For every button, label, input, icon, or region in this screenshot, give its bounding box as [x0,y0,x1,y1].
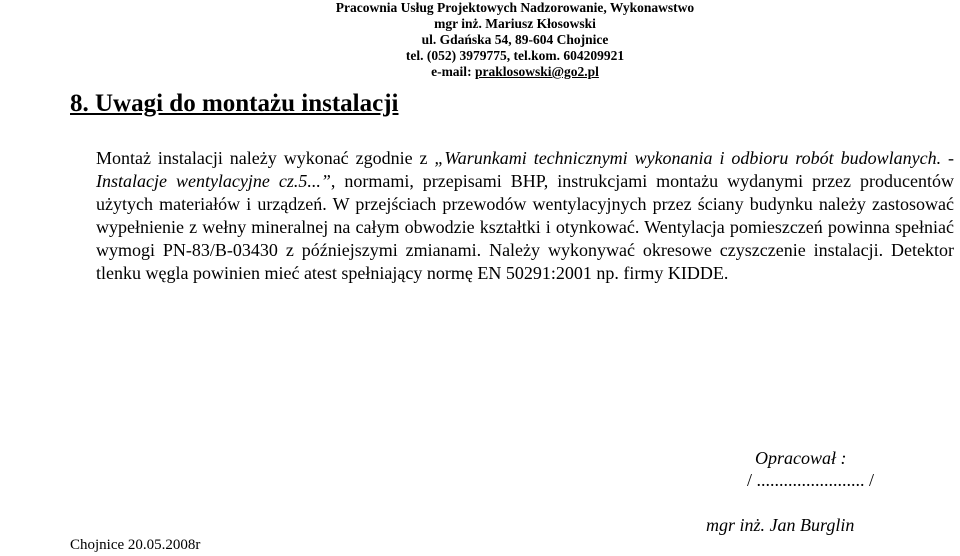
place-date: Chojnice 20.05.2008r [70,537,201,553]
company-name: Pracownia Usług Projektowych Nadzorowanie, Wykonawstwo [335,0,695,15]
header-phone: tel. (052) 3979775, tel.kom. 604209921 [405,48,625,63]
signature-line: / ........................ / [747,470,875,490]
paragraph-part-3: , normami, przepisami BHP, instrukcjami montażu wydanymi przez producentów użytych materiałów i urządzeń. W przejściach przewodów wentylacyjnych przez ściany budynku należy zastosować wypełnienie z wełny mineralnej na całym obwodzie kształtki i otynkować. Wentylacja pomieszczeń powinna spełniać wymogi PN-83/B-03430 z późniejszymi zmianami. Należy wykonywać okresowe czyszczenie instalacji. Detektor tlenku węgla powinien mieć atest spełniający normę EN 50291:2001 np. firmy KIDDE. [96,171,954,283]
section-paragraph [96,147,954,285]
header-person: mgr inż. Mariusz Kłosowski [434,16,596,31]
paragraph-part-1: Montaż instalacji należy wykonać zgodnie z [96,148,435,168]
header-email-line [330,64,700,80]
prepared-by-label: Opracował : [755,448,847,468]
paragraph-italic-reference: „Warunkami technicznymi wykonania i odbioru robót budowlanych. - Instalacje wentylacyjne cz.5...” [96,148,954,191]
section-title: 8. Uwagi do montażu instalacji [70,90,399,117]
company-header [330,0,700,80]
header-email-label: e-mail: [431,64,475,79]
author-name: mgr inż. Jan Burglin [706,515,855,535]
header-email-link[interactable]: praklosowski@go2.pl [474,64,599,79]
header-address: ul. Gdańska 54, 89-604 Chojnice [421,32,609,47]
